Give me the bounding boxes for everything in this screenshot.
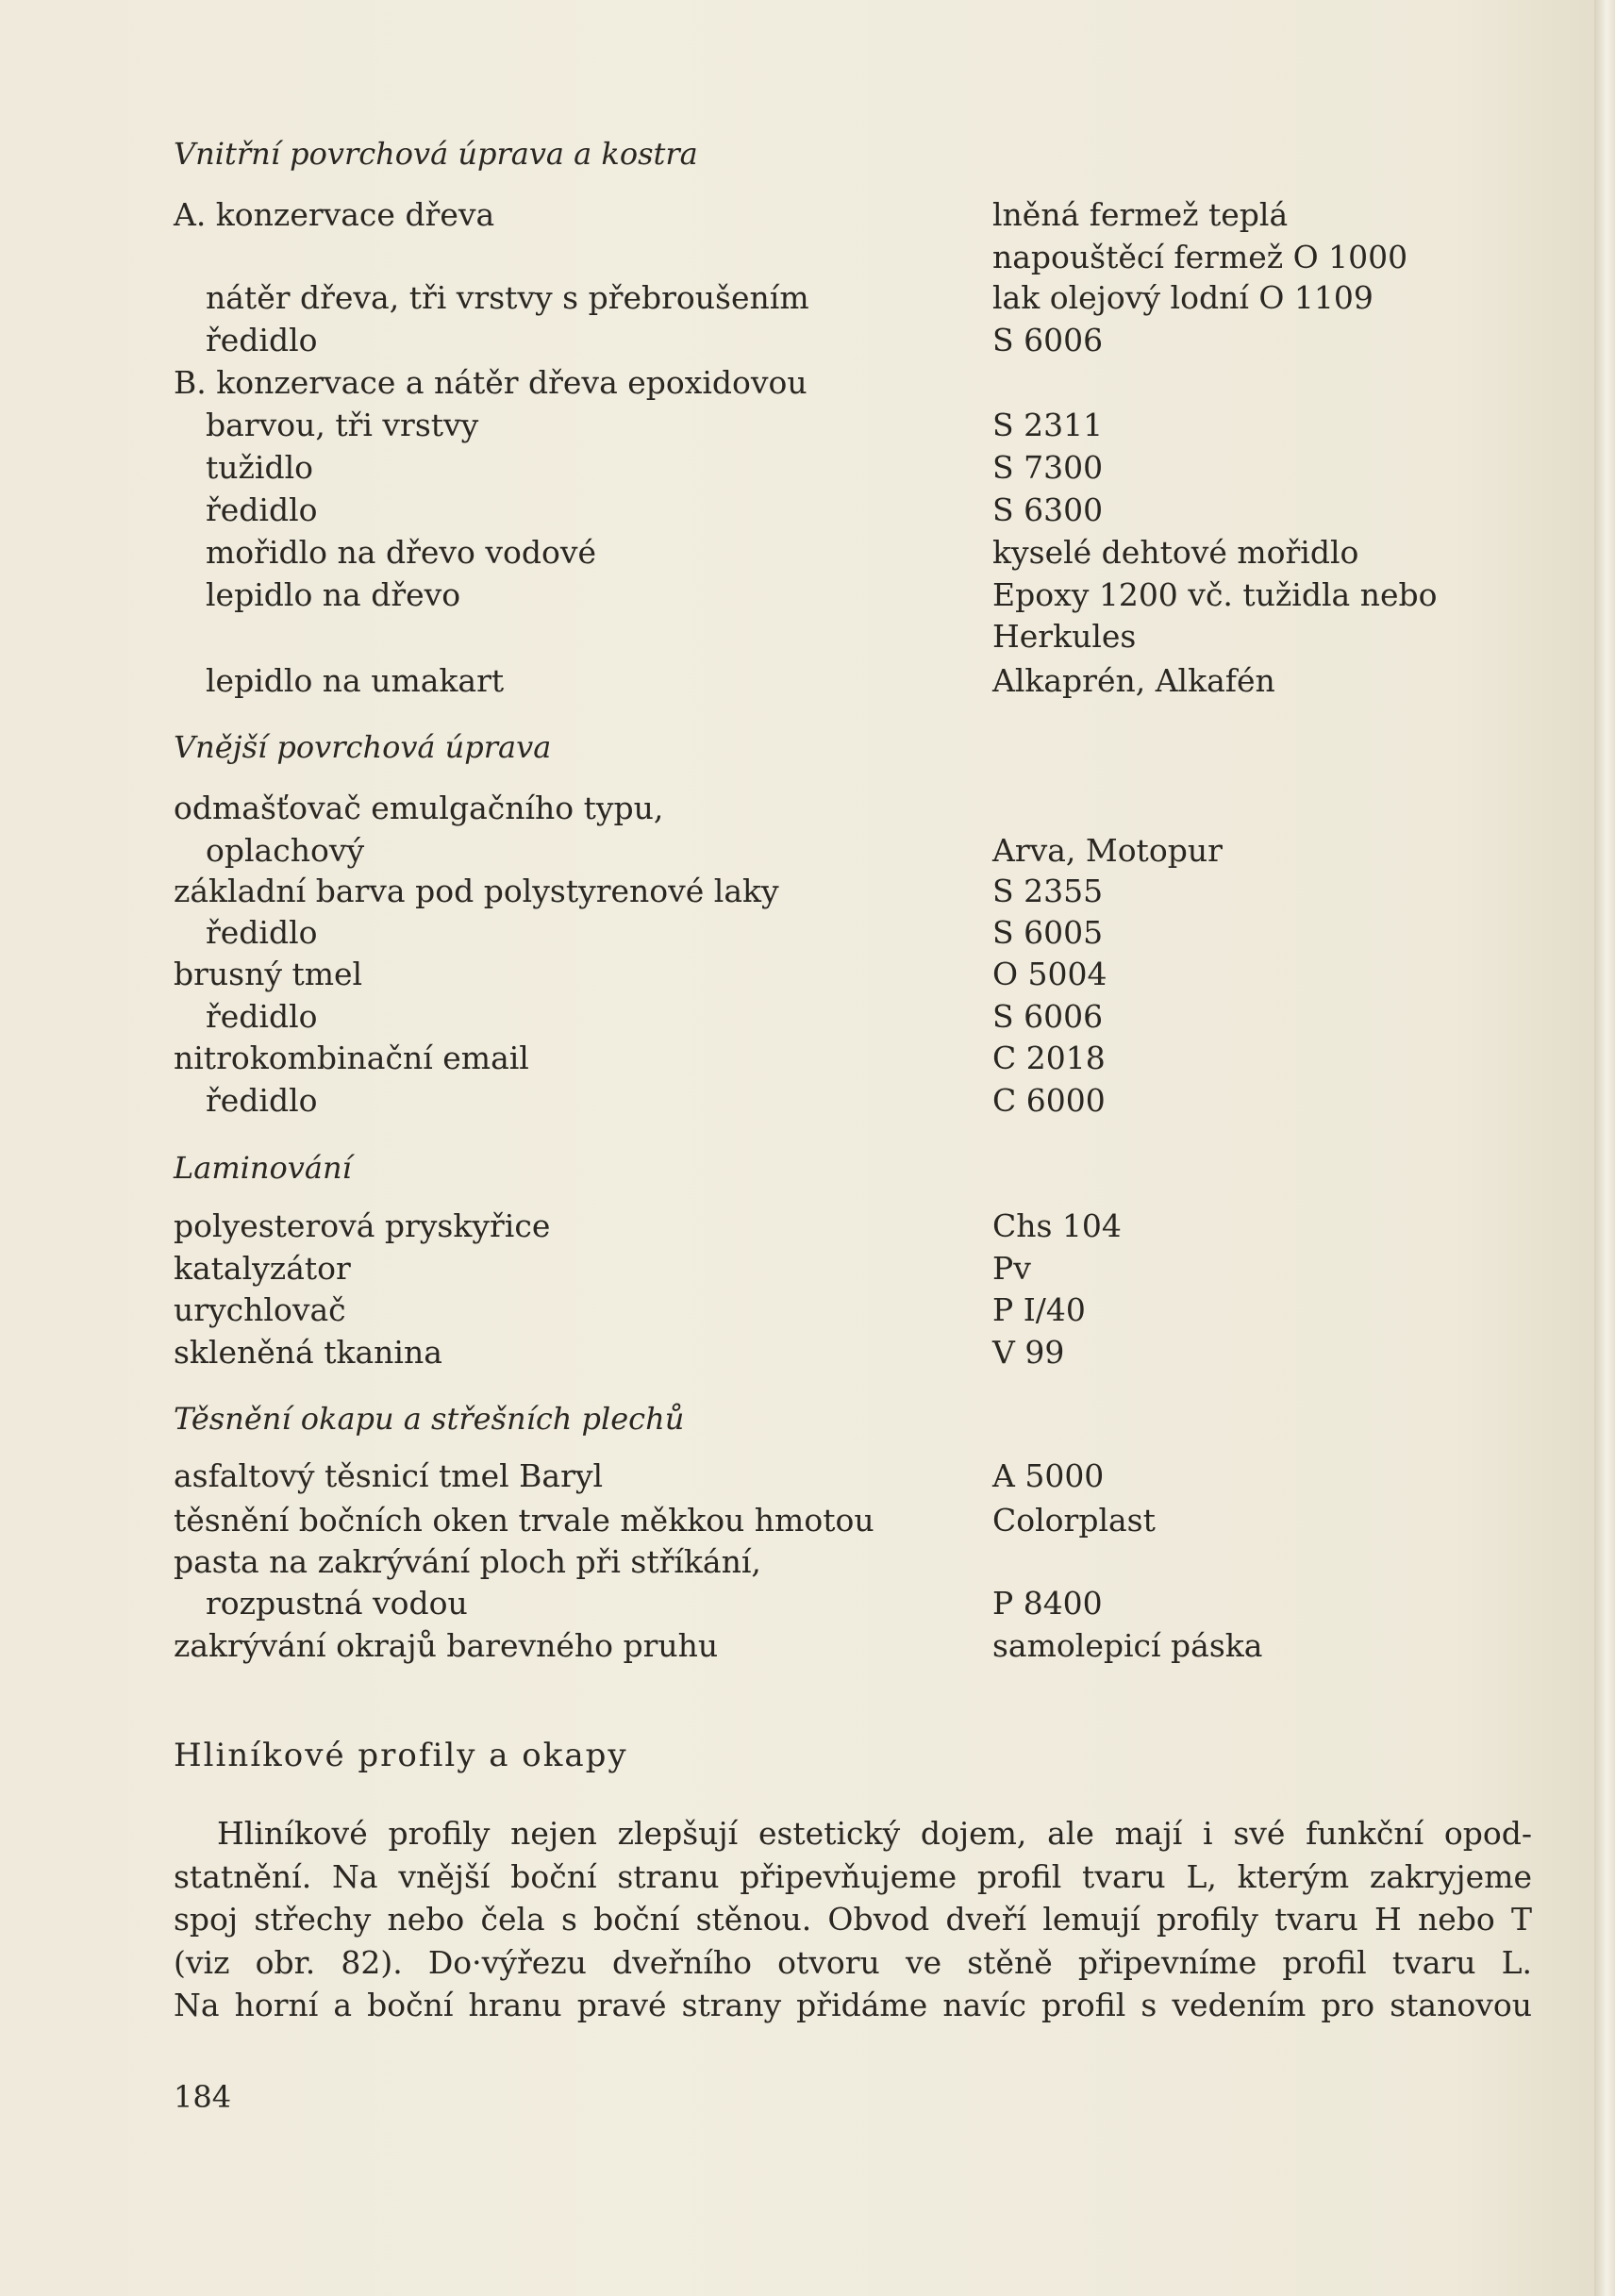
material-name: ředidlo — [206, 914, 318, 951]
paragraph-line: Hliníkové profily nejen zlepšují estetický dojem, ale mají i své funkční opod- — [217, 1815, 1532, 1852]
material-value: Herkules — [992, 618, 1137, 655]
material-name: oplachový — [206, 832, 365, 869]
table-row — [0, 404, 1615, 447]
material-name: lepidlo na dřevo — [206, 576, 461, 613]
section-heading: Vnitřní povrchová úprava a kostra — [174, 136, 698, 172]
material-name: katalyzátor — [174, 1250, 351, 1287]
table-row — [0, 1205, 1615, 1248]
table-row — [0, 574, 1615, 617]
table-row — [0, 1455, 1615, 1498]
section-heading: Těsnění okapu a střešních plechů — [174, 1401, 685, 1437]
paragraph-line: spoj střechy nebo čela s boční stěnou. Obvod dveří lemují profily tvaru H nebo T — [174, 1901, 1532, 1938]
table-row — [0, 911, 1615, 955]
material-value: napouštěcí fermež O 1000 — [992, 239, 1408, 275]
paragraph-line: statnění. Na vnější boční stranu připevňujeme profil tvaru L, kterým zakryjeme — [174, 1857, 1532, 1895]
material-name: odmašťovač emulgačního typu, — [174, 790, 664, 826]
page-edge — [1594, 0, 1615, 2296]
material-name: lepidlo na umakart — [206, 662, 505, 699]
material-value: S 6300 — [992, 491, 1104, 528]
material-name: asfaltový těsnicí tmel Baryl — [174, 1457, 604, 1494]
table-row — [0, 1037, 1615, 1080]
table-row — [0, 995, 1615, 1039]
material-value: samolepicí páska — [992, 1627, 1263, 1664]
material-value: C 2018 — [992, 1040, 1106, 1076]
material-value: Colorplast — [992, 1502, 1156, 1539]
material-name: A. konzervace dřeva — [174, 196, 495, 233]
material-value: S 6005 — [992, 914, 1104, 951]
material-name: tužidlo — [206, 449, 314, 486]
material-name: ředidlo — [206, 1082, 318, 1119]
table-row — [0, 1624, 1615, 1668]
material-name: mořidlo na dřevo vodové — [206, 534, 597, 571]
table-row — [0, 319, 1615, 362]
table-row — [0, 193, 1615, 237]
table-row — [0, 615, 1615, 658]
material-name: urychlovač — [174, 1291, 346, 1328]
material-value: kyselé dehtové mořidlo — [992, 534, 1359, 571]
material-name: rozpustná vodou — [206, 1585, 468, 1622]
material-name: polyesterová pryskyřice — [174, 1207, 551, 1244]
table-row — [0, 1540, 1615, 1584]
material-value: P 8400 — [992, 1585, 1103, 1622]
material-name: ředidlo — [206, 491, 318, 528]
material-name: nátěr dřeva, tři vrstvy s přebroušením — [206, 279, 809, 316]
table-row — [0, 787, 1615, 830]
material-value: P I/40 — [992, 1291, 1086, 1328]
material-value: S 6006 — [992, 322, 1104, 358]
table-row — [0, 870, 1615, 913]
material-value: Epoxy 1200 vč. tužidla nebo — [992, 576, 1438, 613]
table-row — [0, 1582, 1615, 1625]
material-name: nitrokombinační email — [174, 1040, 529, 1076]
table-row — [0, 1247, 1615, 1290]
material-value: V 99 — [992, 1334, 1065, 1371]
material-value: S 2311 — [992, 407, 1104, 443]
table-row — [0, 361, 1615, 405]
material-value: lak olejový lodní O 1109 — [992, 279, 1374, 316]
table-row — [0, 1079, 1615, 1123]
table-row — [0, 1499, 1615, 1542]
body-paragraph — [174, 1812, 1532, 2027]
table-row — [0, 489, 1615, 532]
table-row — [0, 1331, 1615, 1374]
material-name: ředidlo — [206, 998, 318, 1035]
material-name: barvou, tři vrstvy — [206, 407, 479, 443]
table-row — [0, 276, 1615, 320]
paragraph-line: Na horní a boční hranu pravé strany přidáme navíc profil s vedením pro stanovou — [174, 1987, 1532, 2023]
table-row — [0, 829, 1615, 873]
material-value: Chs 104 — [992, 1207, 1122, 1244]
section-heading: Vnější povrchová úprava — [174, 729, 552, 765]
paragraph-line: (viz obr. 82). Do·výřezu dveřního otvoru ve stěně připevníme profil tvaru L. — [174, 1943, 1532, 1981]
material-value: Alkaprén, Alkafén — [992, 662, 1275, 699]
material-name: B. konzervace a nátěr dřeva epoxidovou — [174, 364, 808, 401]
material-value: Pv — [992, 1250, 1031, 1287]
section-title: Hliníkové profily a okapy — [174, 1737, 628, 1774]
material-name: základní barva pod polystyrenové laky — [174, 873, 779, 909]
table-row — [0, 446, 1615, 490]
material-name: brusný tmel — [174, 956, 363, 992]
table-row — [0, 953, 1615, 996]
material-name: zakrývání okrajů barevného pruhu — [174, 1627, 719, 1664]
material-name: ředidlo — [206, 322, 318, 358]
table-row — [0, 531, 1615, 574]
material-value: lněná fermež teplá — [992, 196, 1289, 233]
page-number: 184 — [174, 2079, 232, 2115]
section-heading: Laminování — [174, 1150, 352, 1186]
material-value: S 6006 — [992, 998, 1104, 1035]
material-value: C 6000 — [992, 1082, 1106, 1119]
material-value: O 5004 — [992, 956, 1107, 992]
material-value: S 2355 — [992, 873, 1104, 909]
material-name: skleněná tkanina — [174, 1334, 442, 1371]
table-row — [0, 659, 1615, 703]
material-value: A 5000 — [992, 1457, 1105, 1494]
material-name: těsnění bočních oken trvale měkkou hmotou — [174, 1502, 874, 1539]
material-value: Arva, Motopur — [992, 832, 1223, 869]
table-row — [0, 236, 1615, 279]
material-name: pasta na zakrývání ploch při stříkání, — [174, 1543, 761, 1580]
material-value: S 7300 — [992, 449, 1104, 486]
table-row — [0, 1289, 1615, 1332]
